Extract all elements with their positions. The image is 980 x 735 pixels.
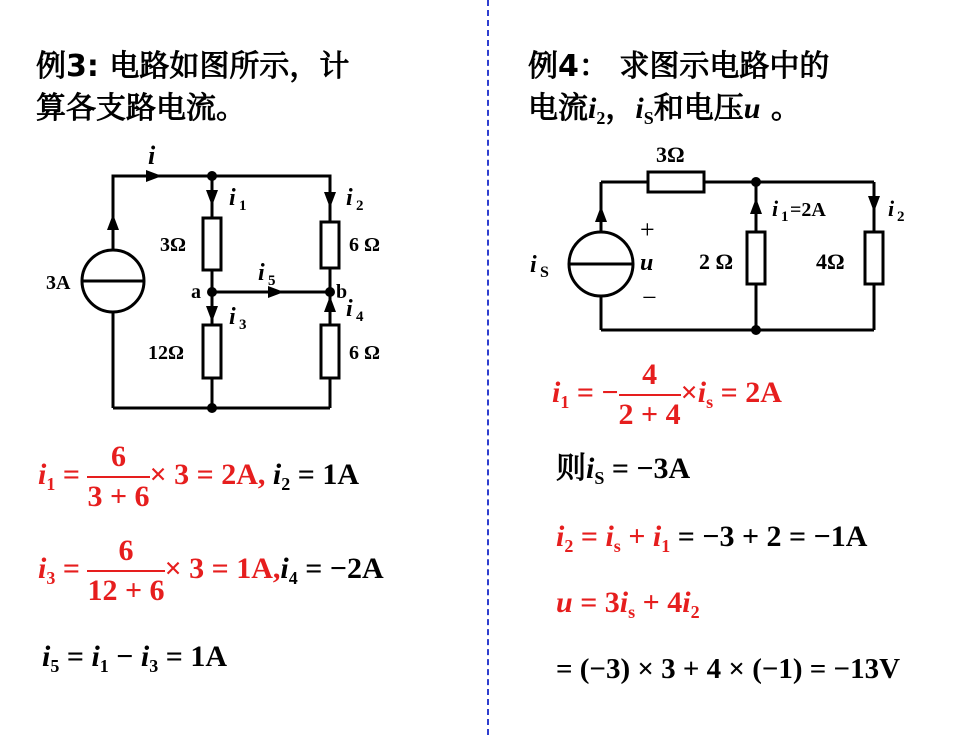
- label-plus: +: [640, 215, 655, 244]
- example4-eq4: $u = 3i_s + 4i_2$: [556, 586, 700, 622]
- label-i2-sub: 2: [356, 198, 364, 214]
- example3-eq3: $i_5 = i_1 - i_3 = 1A$: [42, 640, 228, 676]
- example4-eq3: $i_2 = i_s + i_1 = -3 + 2 = -1A$: [556, 520, 868, 556]
- example3-title-line1: 例3: 电路如图所示，计: [36, 49, 350, 84]
- label-r-3ohm: 3Ω: [160, 234, 187, 256]
- label-i1-sub-right: 1: [781, 209, 789, 225]
- label-i1-value: =2A: [790, 199, 826, 221]
- svg-text:i: i: [888, 196, 895, 221]
- label-u: u: [640, 250, 654, 276]
- label-r-12ohm: 12Ω: [148, 342, 185, 364]
- example4-title-line1: 例4： 求图示电路中的: [528, 49, 830, 84]
- example4-title-line2: 电流$i_2$，$i_S$和电压u 。: [528, 91, 801, 128]
- svg-text:i: i: [772, 196, 779, 221]
- column-divider: [487, 0, 489, 735]
- label-minus: −: [642, 283, 657, 312]
- label-i5-sub: 5: [268, 273, 276, 289]
- svg-text:i: i: [229, 304, 236, 330]
- example3-circuit: [0, 0, 487, 440]
- example3-eq2: $i_3$ = $\frac{6}{12 + 6}$ × $3 = 1A,i_4 = -2A$: [38, 532, 384, 610]
- label-r-4ohm: 4Ω: [816, 249, 845, 274]
- label-i4-sub: 4: [356, 309, 364, 325]
- label-i: i: [148, 141, 156, 170]
- svg-text:i: i: [346, 185, 353, 211]
- label-i1-sub: 1: [239, 198, 247, 214]
- svg-text:i: i: [258, 260, 265, 286]
- label-node-b: b: [336, 281, 348, 303]
- label-node-a: a: [191, 281, 201, 303]
- example4-circuit: [490, 0, 980, 360]
- svg-text:i: i: [229, 185, 236, 211]
- example3-eq1: $i_1$ = $\frac{6}{3 + 6}$ × 3 = 2A, $i_2 = 1A$: [38, 438, 359, 516]
- label-i2-sub-right: 2: [897, 209, 905, 225]
- label-r-2ohm: 2 Ω: [699, 249, 734, 274]
- example4-eq5: = (−3) × 3 + 4 × (−1) = −13V: [556, 653, 901, 685]
- example3-title-line2: 算各支路电流。: [36, 91, 246, 126]
- label-i3-sub: 3: [239, 317, 247, 333]
- label-r-3ohm-series: 3Ω: [656, 142, 685, 167]
- label-r-6ohm-top: 6 Ω: [349, 234, 381, 256]
- label-is-sub: S: [540, 264, 549, 281]
- example4-eq1: $i_1$ = − $\frac{4}{2 + 4}$ $\times i_s = 2A$: [552, 356, 782, 434]
- svg-text:i: i: [530, 252, 537, 278]
- label-source-3a: 3A: [46, 272, 71, 294]
- example4-eq2: 则$i_S = -3A$: [556, 452, 691, 488]
- label-r-6ohm-bottom: 6 Ω: [349, 342, 381, 364]
- svg-text:i: i: [346, 296, 353, 322]
